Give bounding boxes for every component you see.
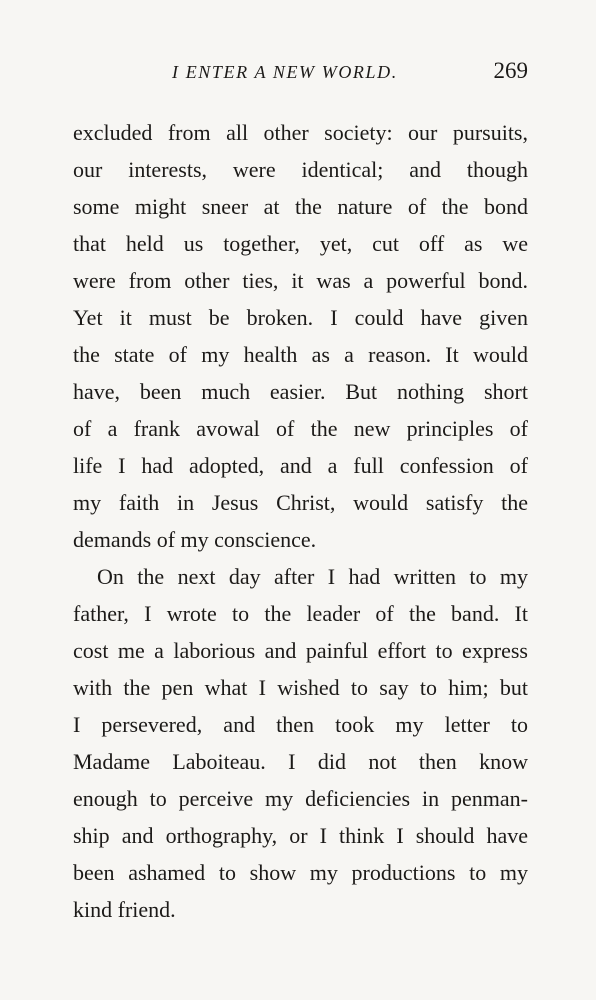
text-line: my faith in Jesus Christ, would satisfy the [73,490,528,515]
text-line: kind friend. [73,897,176,922]
text-line: enough to perceive my deficiencies in penman- [73,786,528,811]
text-line: Yet it must be broken. I could have given [73,305,528,330]
text-line: of a frank avowal of the new principles of [73,416,528,441]
text-line: father, I wrote to the leader of the band. It [73,601,528,626]
running-header [0,58,596,90]
paragraph-2 [73,558,528,928]
text-line: the state of my health as a reason. It would [73,342,528,367]
text-line: demands of my conscience. [73,527,317,552]
text-line: Madame Laboiteau. I did not then know [73,749,528,774]
text-line: that held us together, yet, cut off as we [73,231,528,256]
text-line: I persevered, and then took my letter to [73,712,528,737]
text-line: life I had adopted, and a full confession of [73,453,528,478]
text-line: been ashamed to show my productions to my [73,860,528,885]
text-line: cost me a laborious and painful effort to express [73,638,528,663]
text-line: excluded from all other society: our pursuits, [73,120,528,145]
page-number: 269 [493,58,528,83]
text-line: some might sneer at the nature of the bond [73,194,528,219]
body-text [73,114,528,928]
text-line: with the pen what I wished to say to him; but [73,675,528,700]
paragraph-1 [73,114,528,558]
text-line: have, been much easier. But nothing short [73,379,528,404]
running-title: I ENTER A NEW WORLD. [172,62,398,82]
text-line: our interests, were identical; and though [73,157,528,182]
text-line: were from other ties, it was a powerful bond. [73,268,528,293]
text-line: On the next day after I had written to my [97,564,528,589]
text-line: ship and orthography, or I think I should have [73,823,528,848]
